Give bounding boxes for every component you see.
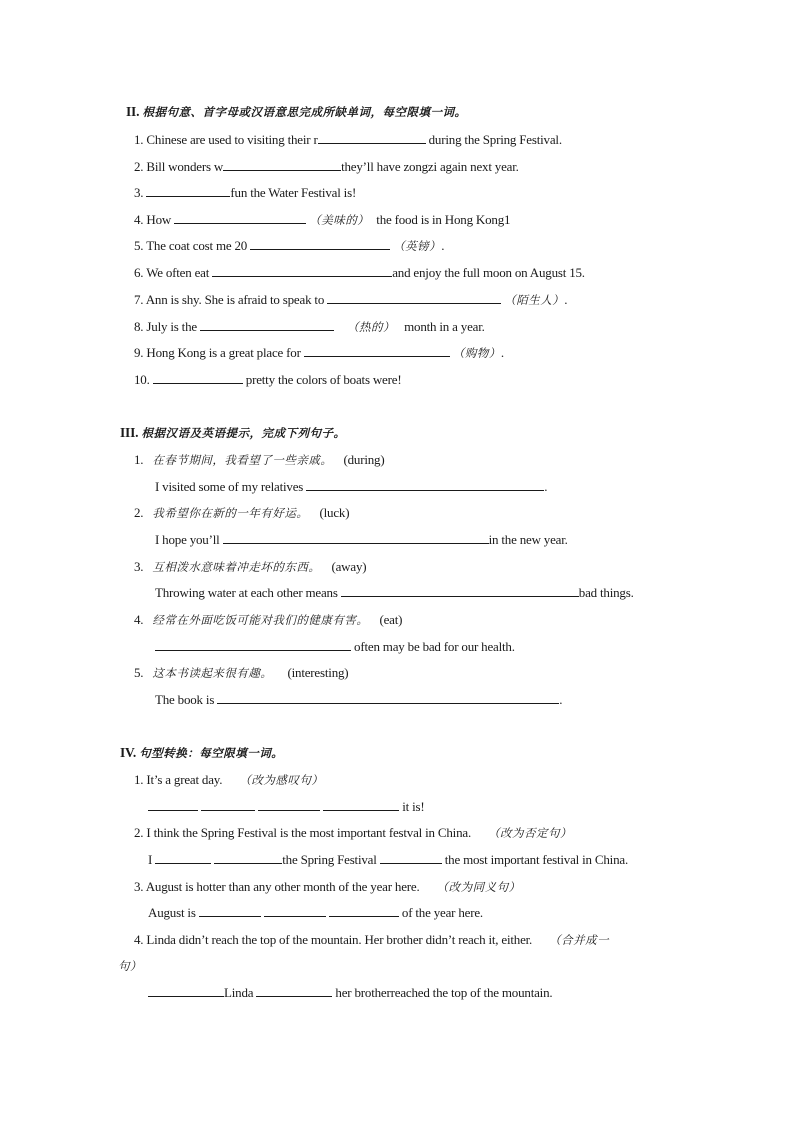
answer-blank[interactable]	[258, 798, 320, 811]
section-number: IV.	[120, 745, 137, 760]
answer-blank[interactable]	[174, 211, 306, 224]
english-hint: (during)	[343, 452, 385, 467]
question-3-3-prompt: 3. 互相泼水意味着冲走坏的东西。 (away)	[134, 559, 367, 574]
question-4-2-answer: I the Spring Festival the most important festival in China.	[148, 852, 629, 867]
chinese-sentence: 我希望你在新的一年有好运。	[152, 506, 309, 520]
chinese-hint: （改为否定句）	[488, 826, 573, 840]
question-4-4: 4. Linda didn’t reach the top of the mountain. Her brother didn’t reach it, either. （合并成一	[134, 932, 610, 947]
answer-blank[interactable]	[146, 184, 230, 197]
question-4-4-answer: Linda her brotherreached the top of the mountain.	[148, 984, 552, 1002]
question-2-9: 9. Hong Kong is a great place for （购物）.	[134, 345, 504, 360]
answer-blank[interactable]	[318, 131, 426, 144]
answer-blank[interactable]	[256, 984, 332, 997]
question-2-6: 6. We often eat and enjoy the full moon on August 15.	[134, 265, 585, 280]
answer-blank[interactable]	[200, 318, 334, 331]
chinese-sentence: 互相泼水意味着冲走坏的东西。	[152, 560, 321, 574]
answer-blank[interactable]	[264, 904, 326, 917]
chinese-hint: （热的）	[347, 320, 396, 334]
section-number: III.	[120, 425, 139, 440]
english-hint: (luck)	[319, 505, 350, 520]
question-2-7: 7. Ann is shy. She is afraid to speak to （陌生人）.	[134, 292, 568, 307]
chinese-hint: （合并成一	[549, 933, 610, 947]
question-3-2-prompt: 2. 我希望你在新的一年有好运。 (luck)	[134, 505, 350, 520]
section-number: II.	[126, 104, 140, 119]
answer-blank[interactable]	[327, 291, 501, 304]
question-3-4-prompt: 4. 经常在外面吃饭可能对我们的健康有害。 (eat)	[134, 612, 403, 627]
answer-blank[interactable]	[155, 851, 211, 864]
answer-blank[interactable]	[148, 798, 198, 811]
question-2-5: 5. The coat cost me 20 （英镑）.	[134, 238, 445, 253]
question-3-5-answer: The book is .	[155, 692, 563, 707]
answer-blank[interactable]	[217, 691, 559, 704]
answer-blank[interactable]	[306, 478, 544, 491]
chinese-sentence: 经常在外面吃饭可能对我们的健康有害。	[152, 613, 369, 627]
english-hint: (eat)	[379, 612, 403, 627]
answer-blank[interactable]	[223, 158, 341, 171]
question-4-3: 3. August is hotter than any other month of the year here. （改为同义句）	[134, 879, 521, 894]
question-2-1: 1. Chinese are used to visiting their r during the Spring Festival.	[134, 132, 562, 147]
answer-blank[interactable]	[341, 584, 579, 597]
answer-blank[interactable]	[223, 531, 489, 544]
answer-blank[interactable]	[148, 984, 224, 997]
question-2-2: 2. Bill wonders w they’ll have zongzi again next year.	[134, 159, 519, 174]
answer-blank[interactable]	[201, 798, 255, 811]
question-3-1-answer: I visited some of my relatives .	[155, 479, 548, 494]
section-3-heading	[120, 424, 346, 442]
section-2-heading	[126, 103, 466, 121]
chinese-hint: （英镑）	[393, 239, 442, 253]
english-hint: (away)	[331, 559, 367, 574]
question-4-1: 1. It’s a great day. （改为感叹句）	[134, 772, 324, 787]
question-3-1-prompt: 1. 在春节期间，我看望了一些亲戚。 (during)	[134, 452, 385, 467]
question-3-2-answer: I hope you’ll in the new year.	[155, 532, 568, 547]
section-4-heading	[120, 744, 283, 762]
answer-blank[interactable]	[214, 851, 282, 864]
question-3-4-answer: often may be bad for our health.	[155, 638, 515, 656]
question-3-5-prompt: 5. 这本书读起来很有趣。 (interesting)	[134, 665, 349, 680]
chinese-hint: （改为同义句）	[436, 880, 521, 894]
chinese-sentence: 这本书读起来很有趣。	[152, 666, 273, 680]
question-4-2: 2. I think the Spring Festival is the most important festval in China. （改为否定句）	[134, 825, 573, 840]
answer-blank[interactable]	[212, 264, 392, 277]
answer-blank[interactable]	[199, 904, 261, 917]
question-2-3: 3. fun the Water Festival is!	[134, 185, 357, 200]
section-instruction: 句型转换：每空限填一词。	[139, 746, 284, 760]
chinese-hint: （改为感叹句）	[239, 773, 324, 787]
chinese-hint: （美味的）	[309, 213, 370, 227]
section-instruction: 根据句意、首字母或汉语意思完成所缺单词，每空限填一词。	[142, 105, 467, 119]
question-3-3-answer: Throwing water at each other means bad things.	[155, 585, 634, 600]
question-4-4-hint-wrap: 句）	[118, 959, 142, 973]
question-2-4: 4. How （美味的） the food is in Hong Kong1	[134, 212, 511, 227]
chinese-hint: （陌生人）	[504, 293, 565, 307]
chinese-sentence: 在春节期间，我看望了一些亲戚。	[152, 453, 333, 467]
english-hint: (interesting)	[287, 665, 349, 680]
answer-blank[interactable]	[153, 371, 243, 384]
answer-blank[interactable]	[155, 638, 351, 651]
answer-blank[interactable]	[304, 344, 450, 357]
answer-blank[interactable]	[380, 851, 442, 864]
chinese-hint: （购物）	[452, 346, 501, 360]
answer-blank[interactable]	[250, 237, 390, 250]
section-instruction: 根据汉语及英语提示，完成下列句子。	[141, 426, 346, 440]
question-2-10: 10. pretty the colors of boats were!	[134, 372, 402, 387]
question-4-1-answer: it is!	[148, 798, 425, 816]
question-4-3-answer: August is of the year here.	[148, 905, 483, 920]
answer-blank[interactable]	[323, 798, 399, 811]
question-2-8: 8. July is the （热的） month in a year.	[134, 319, 485, 334]
answer-blank[interactable]	[329, 904, 399, 917]
